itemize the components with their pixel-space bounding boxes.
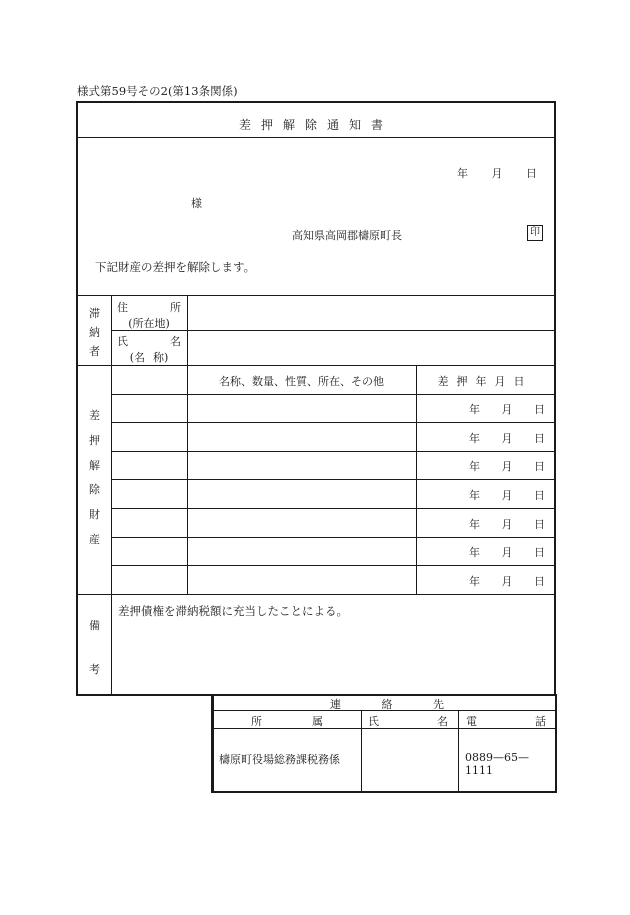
form-title: 差押解除通知書 [238, 118, 393, 132]
date-day: 日 [526, 167, 537, 180]
divider [111, 508, 554, 509]
contact-dept: 檮原町役場総務課税務係 [219, 753, 340, 766]
divider [111, 565, 554, 566]
divider [111, 479, 554, 480]
dept-header: 所 属 [251, 715, 323, 728]
form-number-label: 様式第59号その2(第13条関係) [77, 84, 238, 98]
property-label: 差 押 解 除 財 産 [89, 409, 100, 546]
contact-box [211, 694, 557, 793]
phone-header: 電 話 [466, 715, 546, 728]
address-field[interactable] [190, 297, 550, 327]
issue-date [457, 165, 537, 181]
contact-title: 連 絡 先 [330, 698, 444, 711]
contact-phone: 0889—65—1111 [465, 751, 529, 777]
date-month: 月 [491, 167, 503, 180]
divider [111, 451, 554, 452]
divider [111, 422, 554, 423]
divider [111, 394, 554, 395]
property-row-date: 年 月 日 [469, 489, 545, 502]
remarks-text: 差押債権を滞納税額に充当したことによる。 [118, 604, 348, 618]
property-row-date: 年 月 日 [469, 403, 545, 416]
name-header: 氏 名 [368, 715, 448, 728]
remarks-label: 備 考 [89, 619, 100, 676]
divider [78, 365, 554, 366]
divider [361, 710, 362, 791]
divider [458, 710, 459, 791]
divider [78, 295, 554, 296]
divider [213, 694, 214, 791]
name-field[interactable] [190, 332, 550, 362]
addressee-suffix: 様 [191, 197, 202, 210]
issuer-name: 高知県高岡郡檮原町長 [292, 229, 402, 242]
divider [111, 594, 112, 696]
name-label: 氏 名 (名 称) [117, 335, 181, 364]
seizure-date-header: 差押年月日 [437, 375, 533, 388]
property-row-date: 年 月 日 [469, 546, 545, 559]
property-desc-header: 名称、数量、性質、所在、その他 [219, 375, 384, 388]
property-row-date: 年 月 日 [469, 575, 545, 588]
property-row-date: 年 月 日 [469, 518, 545, 531]
address-label: 住 所 (所在地) [117, 301, 181, 330]
notice-form [76, 101, 556, 696]
divider [78, 137, 554, 138]
divider [78, 594, 554, 595]
property-row-date: 年 月 日 [469, 432, 545, 445]
delinquent-label: 滞 納 者 [89, 307, 100, 358]
property-row-date: 年 月 日 [469, 460, 545, 473]
seal-mark [527, 225, 543, 241]
seal-box: 印 [527, 225, 543, 241]
date-year: 年 [457, 167, 468, 180]
notice-text: 下記財産の差押を解除します。 [95, 260, 256, 274]
divider [111, 537, 554, 538]
